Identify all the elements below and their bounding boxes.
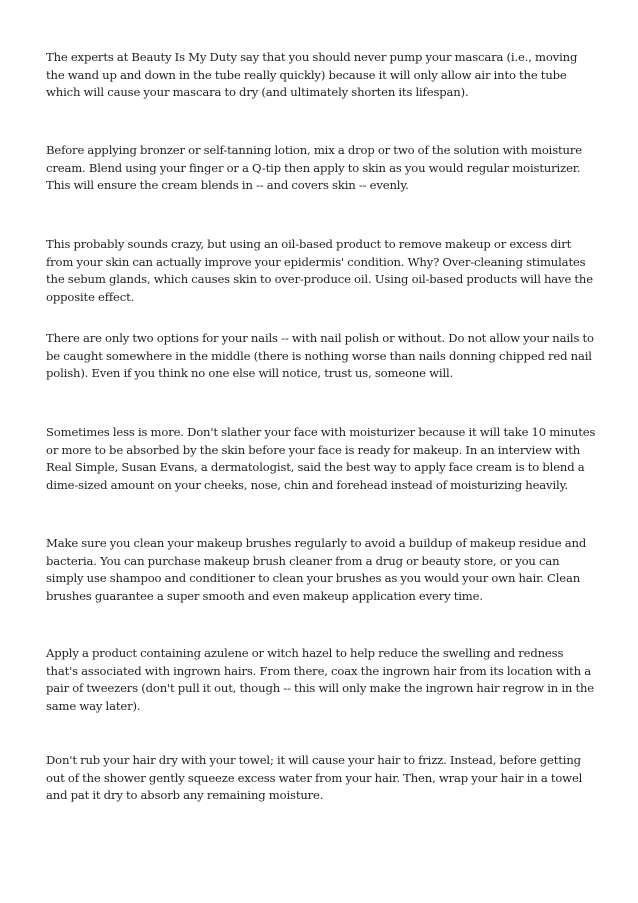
paragraph-mascara-tip: The experts at Beauty Is My Duty say that you should never pump your mascara (i.e., moving the wand up and down in the tube really quickly) because it will only allow air into the tube which will cause your mascara to dry (and ultimately shorten its lifespan). bbox=[46, 50, 578, 100]
paragraph-oil-based-product-tip: This probably sounds crazy, but using an oil-based product to remove makeup or excess dirt from your skin can actually improve your epidermis' condition. Why? Over-cleaning stimulates the sebum glands, which causes skin to over-produce oil. Using oil-based products will have the opposite effect. bbox=[46, 237, 593, 304]
paragraph-nail-polish-tip: There are only two options for your nails -- with nail polish or without. Do not allow your nails to be caught somewhere in the middle (there is nothing worse than nails donning chipped red nail polish). Even if you think no one else will notice, trust us, someone will. bbox=[46, 331, 594, 381]
paragraph-moisturizer-tip: Sometimes less is more. Don't slather your face with moisturizer because it will take 10 minutes or more to be absorbed by the skin before your face is ready for makeup. In an interview with Real Simple, Susan Evans, a dermatologist, said the best way to apply face cream is to blend a dime-sized amount on your cheeks, nose, chin and forehead instead of moisturizing heavily. bbox=[46, 425, 596, 492]
paragraph-makeup-brushes-tip: Make sure you clean your makeup brushes regularly to avoid a buildup of makeup residue and bacteria. You can purchase makeup brush cleaner from a drug or beauty store, or you can simply use shampoo and conditioner to clean your brushes as you would your own hair. Clean brushes guarantee a super smooth and even makeup application every time. bbox=[46, 536, 587, 603]
paragraph-hair-drying-tip: Don't rub your hair dry with your towel; it will cause your hair to frizz. Instead, before getting out of the shower gently squeeze excess water from your hair. Then, wrap your hair in a towel and pat it dry to absorb any remaining moisture. bbox=[46, 753, 583, 803]
paragraph-ingrown-hair-tip: Apply a product containing azulene or witch hazel to help reduce the swelling and redness that's associated with ingrown hairs. From there, coax the ingrown hair from its location with a pair of tweezers (don't pull it out, though -- this will only make the ingrown hair regrow in in the same way later). bbox=[46, 646, 595, 713]
paragraph-bronzer-tip: Before applying bronzer or self-tanning lotion, mix a drop or two of the solution with moisture cream. Blend using your finger or a Q-tip then apply to skin as you would regular moisturizer. This will ensure the cream blends in -- and covers skin -- evenly. bbox=[46, 143, 582, 193]
